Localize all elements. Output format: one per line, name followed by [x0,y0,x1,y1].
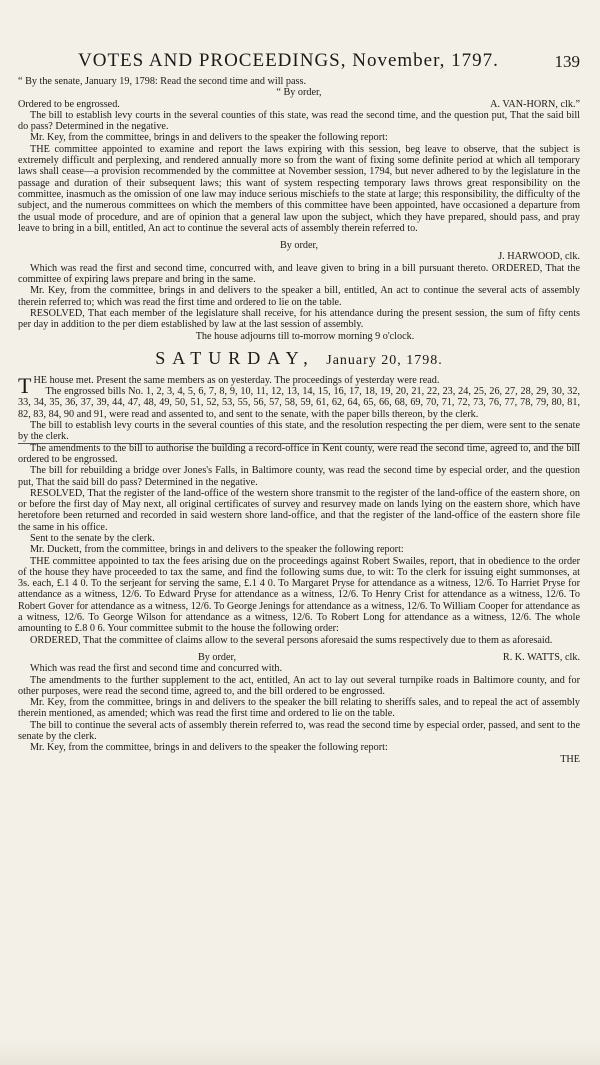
paragraph: Mr. Key, from the committee, brings in and delivers to the speaker the following report: [30,132,388,144]
paragraph: RESOLVED, That each member of the legislature shall receive, for his attendance during the present session, the sum of fifty cents per day in addition to the per diem established by law at the last session of assembly. [18,307,580,331]
paragraph: The bill to establish levy courts in the several counties of this state, and the resolution respecting the per diem, were sent to the senate by the clerk. [18,420,580,443]
day-name: SATURDAY, [155,347,315,368]
signature-line [18,652,580,663]
paragraph: The engrossed bills No. 1, 2, 3, 4, 5, 6, 7, 8, 9, 10, 11, 12, 13, 14, 15, 16, 17, 18, 19, 20, 21, 22, 23, 24, 25, 26, 27, 28, 29, 30, 32, 33, 34, 35, 36, 37, 39, 44, 47, 48, 49, 50, 51, 52, 53, 55, 56, 57, 58, 59, 61, 62, 64, 65, 66, 68, 69, 70, 71, 72, 73, 76, 77, 78, 79, 80, 81, 82, 83, 84, 90 and 91, were read and assented to, and sent to the senate, with the paper bills thereon, by the clerk. [18,386,580,420]
paragraph: Mr. Duckett, from the committee, brings in and delivers to the speaker the following report: [30,544,404,556]
paragraph: The bill to establish levy courts in the several counties of this state, was read the second time, and the question put, That the said bill do pass? Determined in the negative. [18,109,580,133]
catchword: THE [560,753,580,765]
engrossed-note: Ordered to be engrossed. [18,98,120,110]
by-order-line: “ By order, [276,87,322,99]
text-column [18,76,580,765]
paragraph: Which was read the first and second time, concurred with, and leave given to bring in a bill pursuant thereto. ORDERED, That the committee of expiring laws prepare and bring in the same. [18,262,580,286]
paragraph: Mr. Key, from the committee, brings in and delivers to the speaker a bill, entitled, An act to continue the several acts of assembly therein referred to; which was read the first time and ordered to lie on the table. [18,285,580,308]
paragraph: The bill to continue the several acts of assembly therein referred to, was read the second time by especial order, passed, and sent to the senate by the clerk. [18,719,580,743]
paragraph: The amendments to the bill to authorise the building a record-office in Kent county, were read the second time, agreed to, and the bill ordered to be engrossed. [18,442,580,465]
paragraph: THE committee appointed to tax the fees arising due on the proceedings against Robert Swailes, report, that in obedience to the order of the house they have proceeded to tax the same, and find the following sums due, to wit: To the clerk for issuing eight summonses, at 3s. each, £.1 4 0. To the serjeant for serving the same, £.1 4 0. To Margaret Pryse for attendance as a witness, 12/6. To Harriet Pryse for attendance as a witness, 12/6. To Edward Pryse for attendance as a witness, 12/6. To Henry Crist for attendance as a witness, 12/6. To Robert Gover for attendance as a witness, 12/6. To George Jenings for attendance as a witness, 12/6. To William Cooper for attendance as a witness, 12/6. To George Wilson for attendance as a witness, 12/6. To Robert Long for attendance as a witness, 12/6. The whole amounting to £.8 0 6. Your committee submit to the house the following order: [18,555,580,635]
signature-line [18,99,580,110]
paragraph: Mr. Key, from the committee, brings in and delivers to the speaker the following report: [30,742,388,754]
paragraph: THE committee appointed to examine and report the laws expiring with this session, beg leave to observe, that the subject is extremely difficult and perplexing, and rendered annually more so from the want of fixing some definite period at which all temporary laws shall cease—a provision recommended by the committee at November session, 1794, but never adhered to by the legislature in the passage and duration of their subsequent laws; this want of system respecting temporary laws throws great responsibility on the committee, inasmuch as the omission of one law may induce serious mischiefs to the state at large; this responsibility, the difficulty of the subject, and the numerous committees on which the members of this committee have been appointed, have occasioned a departure from the usual mode of procedure, and are of opinion that a general law upon the subject, which they have prepared, should pass, and pray leave to bring in a bill, entitled, An act to continue the several acts of assembly therein referred to. [18,143,580,234]
page-number: 139 [554,52,580,71]
day-date: January 20, 1798. [326,352,443,368]
paragraph: Mr. Key, from the committee, brings in and delivers to the speaker the bill relating to sheriffs sales, and to repeal the act of assembly therein mentioned, as amended; which was read the first time and ordered to lie on the table. [18,697,580,720]
quote-line: “ By the senate, January 19, 1798: Read the second time and will pass. [18,76,307,87]
clerk-signature: J. HARWOOD, clk. [498,251,580,263]
section-rule [18,443,580,444]
drop-capital: T [18,372,32,398]
day-heading [18,348,580,371]
paragraph: THE house met. Present the same members as on yesterday. The proceedings of yesterday were read. [18,372,440,398]
clerk-signature: A. VAN-HORN, clk.” [490,98,580,110]
paragraph: The amendments to the further supplement to the act, entitled, An act to lay out several turnpike roads in Baltimore county, and for other purposes, were read the second time, agreed to, and the bill ordered to be engrossed. [18,674,580,697]
page-bottom-edge [0,1040,600,1065]
by-order-line: By order, [279,240,319,252]
clerk-signature: R. K. WATTS, clk. [502,651,580,663]
paragraph: ORDERED, That the committee of claims allow to the several persons aforesaid the sums respectively due to them as aforesaid. [30,634,553,646]
page-header [18,46,588,72]
paragraph: Which was read the first and second time and concurred with. [30,663,283,675]
paragraph: Sent to the senate by the clerk. [30,532,155,544]
by-order-line: By order, [198,651,237,663]
paragraph: The bill for rebuilding a bridge over Jones's Falls, in Baltimore county, was read the second time by especial order, and the question put, That the said bill do pass? Determined in the negative. [18,465,580,488]
paragraph: RESOLVED, That the register of the land-office of the western shore transmit to the register of the land-office of the eastern shore, on or before the first day of May next, all original certificates of survey and resurvey made on lands lying on the eastern shore, which have heretofore been returned and recorded in said western shore land-office, and that the register of the land-office of the eastern shore file the same in his office. [18,487,580,533]
signature-line [18,251,580,262]
adjournment-line: The house adjourns till to-morrow morning 9 o'clock. [195,330,415,342]
running-title: VOTES AND PROCEEDINGS, November, 1797. [78,50,499,71]
